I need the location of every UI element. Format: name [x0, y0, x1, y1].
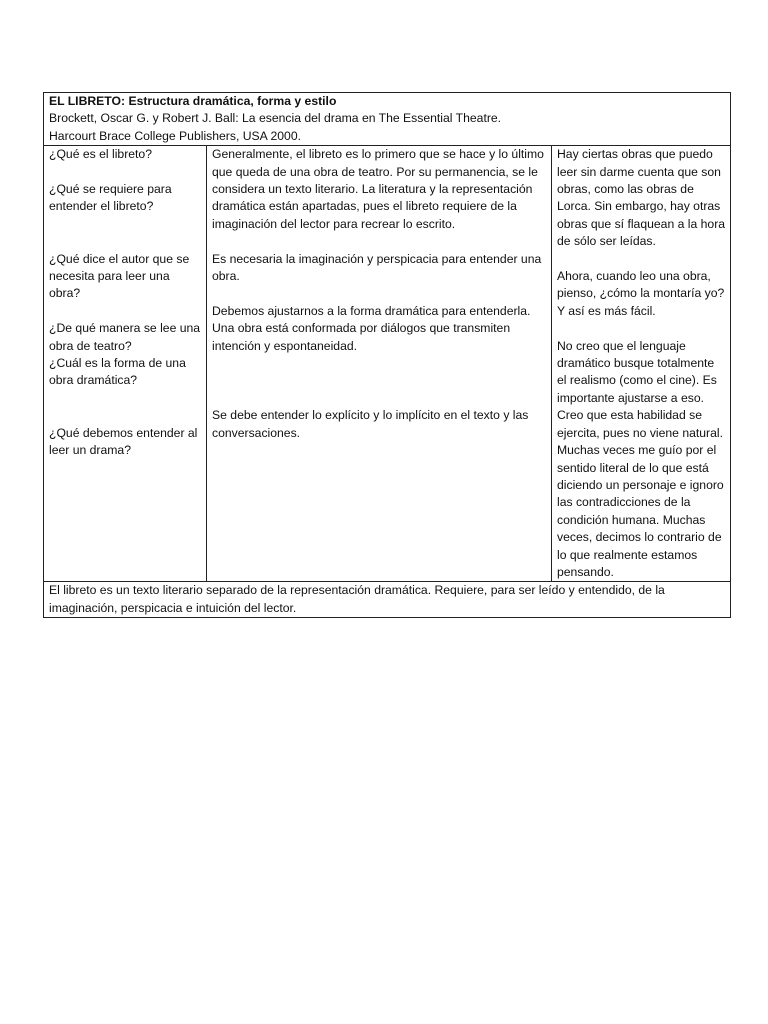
spacer: [212, 233, 546, 250]
libreto-table: [43, 92, 731, 618]
spacer: [49, 216, 201, 251]
summary-row: [44, 582, 731, 618]
answers-column: [207, 146, 552, 582]
reflection-4: Creo que esta habilidad se ejercita, pues no viene natural. Muchas veces me guío por el sentido literal de lo que está diciendo un personaje e ignoro las contradicciones de la condición humana. Muchas veces, decimos lo contrario de lo que realmente estamos pensando.: [557, 408, 724, 579]
question-2: ¿Qué se requiere para entender el libreto?: [49, 182, 172, 214]
question-5: ¿Cuál es la forma de una obra dramática?: [49, 356, 186, 388]
question-1: ¿Qué es el libreto?: [49, 147, 152, 162]
spacer: [49, 390, 201, 425]
reflection-3: No creo que el lenguaje dramático busque totalmente el realismo (como el cine). Es importante ajustarse a eso.: [557, 338, 717, 405]
content-row: [44, 146, 731, 582]
question-6: ¿Qué debemos entender al leer un drama?: [49, 425, 198, 458]
answer-3: Debemos ajustarnos a la forma dramática para entenderla. Una obra está conformada por diálogos que transmiten intención y espontaneidad.: [212, 303, 531, 353]
spacer: [49, 303, 201, 320]
header-cell: [44, 93, 731, 146]
spacer: [49, 164, 201, 181]
summary-cell: [44, 582, 731, 618]
answer-4: Se debe entender lo explícito y lo implícito en el texto y las conversaciones.: [212, 408, 529, 440]
reflection-2: Ahora, cuando leo una obra, pienso, ¿cómo la montaría yo? Y así es más fácil.: [557, 269, 725, 318]
spacer: [557, 320, 725, 337]
spacer: [212, 285, 546, 302]
answer-1: Generalmente, el libreto es lo primero que se hace y lo último que queda de una obra de teatro. Por su permanencia, se le considera un texto literario. La literatura y la representación dramática están apartadas, pues el libreto requiere de la imaginación del lector para recrear lo escrito.: [212, 147, 544, 231]
answer-2: Es necesaria la imaginación y perspicacia para entender una obra.: [212, 251, 542, 284]
question-4: ¿De qué manera se lee una obra de teatro?: [49, 321, 201, 353]
spacer: [557, 251, 725, 268]
citation-line-2: Harcourt Brace College Publishers, USA 2000.: [49, 128, 302, 143]
document-title: EL LIBRETO: Estructura dramática, forma y estilo: [49, 94, 337, 108]
questions-column: [44, 146, 207, 582]
question-3: ¿Qué dice el autor que se necesita para leer una obra?: [49, 251, 190, 301]
reflection-1: Hay ciertas obras que puedo leer sin darme cuenta que son obras, como las obras de Lorca. Sin embargo, hay otras obras que sí flaquean a la hora de sólo ser leídas.: [557, 147, 726, 249]
header-row: [44, 93, 731, 146]
citation-line-1: Brockett, Oscar G. y Robert J. Ball: La esencia del drama en The Essential Theatre.: [49, 111, 502, 126]
spacer: [212, 355, 546, 407]
summary-text: El libreto es un texto literario separado de la representación dramática. Requiere, para ser leído y entendido, de la imaginación, perspicacia e intuición del lector.: [49, 583, 665, 615]
reflections-column: [552, 146, 731, 582]
